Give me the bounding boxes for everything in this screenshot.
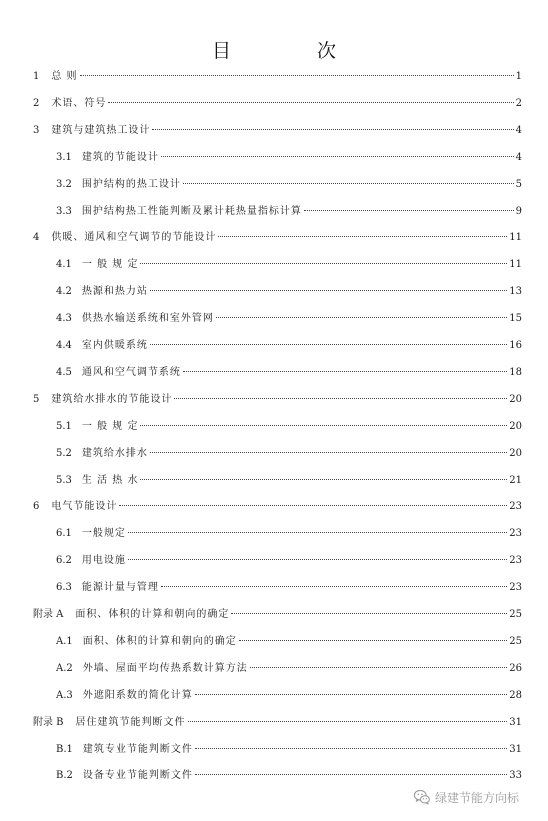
toc-dot-leader [150,344,507,345]
toc-entry-line [56,768,522,784]
toc-entry-number: 2 [33,97,40,109]
toc-entry [0,526,548,542]
toc-dot-leader [161,586,507,587]
toc-entry-number: 4.3 [56,313,72,325]
watermark-text: 绿建节能方向标 [435,790,520,805]
toc-entry [0,499,548,515]
toc-dot-leader [119,505,507,506]
toc-entry-line [56,473,522,489]
toc-entry [0,553,548,569]
toc-entry-number: 4.1 [56,259,72,271]
toc-dot-leader [150,452,507,453]
toc-entry-page: 11 [509,259,522,271]
toc-entry-page: 20 [509,393,522,405]
toc-dot-leader [150,290,507,291]
toc-entry-line [56,177,522,193]
toc-entry-line [56,661,522,677]
toc-entry-page: 31 [509,716,522,728]
toc-entry-page: 23 [509,555,522,567]
toc-entry-page: 20 [509,420,522,432]
toc-entry-line [56,365,522,381]
toc-entry-page: 11 [509,232,522,244]
toc-entry-page: 21 [509,474,522,486]
toc-entry-number: 3 [33,124,40,136]
toc-entry-number: A.3 [56,689,73,701]
toc-entry-title: 电气节能设计 [51,501,118,513]
toc-entry-number: 6.2 [56,555,72,567]
toc-entry-page: 15 [509,313,522,325]
toc-entry-number: 附录 B [33,716,64,728]
toc-entry-title: 围护结构热工性能判断及累计耗热量指标计算 [81,205,302,217]
toc-entry-title: 总 则 [51,71,78,82]
toc-entry-number: 5 [33,393,40,405]
toc-entry-number: A.1 [56,635,73,647]
toc-entry-title: 一 般 规 定 [81,259,139,271]
toc-entry-number: 5.2 [56,447,72,459]
toc-dot-leader [304,210,514,211]
toc-entry-number: 1 [33,71,40,82]
toc-entry-title: 建筑与建筑热工设计 [51,124,151,136]
toc-entry-line [56,688,522,704]
toc-entry-title: 通风和空气调节系统 [81,366,181,378]
toc-entry [0,742,548,758]
toc-entry-page: 25 [509,635,522,647]
toc-entry-number: 3.3 [56,205,72,217]
toc-entry [0,230,548,246]
toc-entry [0,311,548,327]
toc-entry-title: 供热水输送系统和室外管网 [81,313,214,325]
toc-entry-page: 18 [509,366,522,378]
toc-entry-line [56,419,522,435]
toc-entry-page: 16 [509,340,522,351]
toc-entry-title: 围护结构的热工设计 [81,178,181,190]
toc-entry-line [56,553,522,569]
toc-entry [0,419,548,435]
toc-entry-number: A.2 [56,662,73,674]
toc-entry-page: 9 [515,205,522,217]
toc-entry-number: 4 [33,232,40,244]
toc-dot-leader [152,129,513,130]
toc-entry [0,150,548,166]
toc-dot-leader [183,183,514,184]
toc-entry-line [56,742,522,758]
toc-entry [0,177,548,193]
toc-entry [0,580,548,596]
toc-entry-line [56,446,522,462]
toc-entry [0,123,548,139]
toc-entry [0,96,548,112]
toc-dot-leader [250,667,508,668]
toc-entry-title: 一般规定 [81,528,126,540]
toc-entry-page: 1 [515,71,522,82]
toc-dot-leader [80,75,514,76]
toc-entry-title: 外墙、屋面平均传热系数计算方法 [82,662,248,674]
toc-entry-line [33,69,522,85]
toc-entry-number: 4.5 [56,366,72,378]
toc-entry [0,257,548,273]
toc-entry-number: B.2 [56,770,73,782]
toc-dot-leader [140,479,507,480]
toc-entry-line [56,580,522,596]
toc-entry [0,473,548,489]
toc-dot-leader [188,721,508,722]
toc-entry [0,661,548,677]
toc-entry-line [56,311,522,327]
toc-dot-leader [231,613,507,614]
toc-entry-number: B.1 [56,743,73,755]
toc-entry [0,768,548,784]
toc-entry-page: 20 [509,447,522,459]
toc-entry-line [33,715,522,731]
toc-entry-line [33,230,522,246]
watermark [413,787,519,807]
toc-dot-leader [195,748,507,749]
toc-entry [0,69,548,85]
toc-entry-title: 居住建筑节能判断文件 [75,716,186,728]
toc-entry-line [33,392,522,408]
toc-entry-page: 4 [515,124,522,136]
toc-dot-leader [195,694,508,695]
toc-entry-line [56,284,522,300]
toc-entry [0,392,548,408]
toc-entry-page: 23 [509,528,522,540]
toc-entry-number: 6.1 [56,528,72,540]
toc-entry-line [33,499,522,515]
toc-entry-page: 23 [509,582,522,594]
toc-entry-page: 33 [509,770,522,782]
toc-entry-title: 用电设施 [81,555,126,567]
toc-entry [0,204,548,220]
toc-entry-title: 术语、符号 [51,97,107,109]
toc-dot-leader [128,559,507,560]
toc-entry-number: 6.3 [56,582,72,594]
toc-entry [0,284,548,300]
toc-entry-number: 5.3 [56,474,72,486]
toc-entry-number: 5.1 [56,420,72,432]
toc-entry-page: 5 [515,178,522,190]
toc-entry-number: 3.2 [56,178,72,190]
toc-dot-leader [216,317,507,318]
toc-dot-leader [218,236,507,237]
toc-entry-page: 28 [509,689,522,701]
toc-entry-line [33,607,522,623]
page-title: 目 次 [211,40,377,62]
toc-entry-page: 31 [509,743,522,755]
toc-entry-title: 供暖、通风和空气调节的节能设计 [51,232,217,244]
toc-entry-page: 26 [509,662,522,674]
toc-entry-title: 设备专业节能判断文件 [82,770,193,782]
toc-entry [0,688,548,704]
toc-entry-line [56,526,522,542]
toc-entry-title: 建筑给水排水的节能设计 [51,393,173,405]
toc-entry-title: 建筑给水排水 [81,447,148,459]
toc-entry-title: 能源计量与管理 [81,582,159,594]
toc-dot-leader [239,640,508,641]
toc-entry-title: 热源和热力站 [81,286,148,298]
toc-entry-title: 外遮阳系数的简化计算 [82,689,193,701]
toc-entry [0,715,548,731]
toc-entry-title: 建筑专业节能判断文件 [82,743,193,755]
toc-entry-line [33,96,522,112]
toc-dot-leader [161,156,514,157]
toc-entry-title: 一 般 规 定 [81,420,139,432]
toc-entry [0,607,548,623]
toc-entry-number: 附录 A [33,609,64,620]
toc-dot-leader [174,398,507,399]
toc-entry-line [56,257,522,273]
wechat-icon [413,788,431,806]
toc-entry-number: 3.1 [56,151,72,163]
toc-entry-page: 23 [509,501,522,513]
toc-dot-leader [140,425,507,426]
toc-entry-title: 室内供暖系统 [81,340,148,351]
toc-entry-title: 建筑的节能设计 [81,151,159,163]
toc-dot-leader [195,774,507,775]
toc-entry-title: 面积、体积的计算和朝向的确定 [82,635,237,647]
toc-dot-leader [128,532,507,533]
toc-entry-page: 4 [515,151,522,163]
toc-entry-line [56,150,522,166]
toc-entry-page: 25 [509,609,522,620]
toc-entry-page: 13 [509,286,522,298]
toc-entry-title: 生 活 热 水 [81,474,139,486]
toc-entry-number: 4.4 [56,340,72,351]
toc-entry [0,365,548,381]
toc-entry-number: 6 [33,501,40,513]
toc-entry-line [56,338,522,354]
toc-dot-leader [140,263,507,264]
toc-entry [0,338,548,354]
toc-entry-line [56,204,522,220]
toc-entry-line [33,123,522,139]
toc-entry-line [56,634,522,650]
toc-entry-title: 面积、体积的计算和朝向的确定 [75,609,230,620]
toc-entry-number: 4.2 [56,286,72,298]
toc-entry [0,446,548,462]
toc-dot-leader [183,371,507,372]
toc-entry-page: 2 [515,97,522,109]
toc-dot-leader [108,102,513,103]
toc-entry [0,634,548,650]
